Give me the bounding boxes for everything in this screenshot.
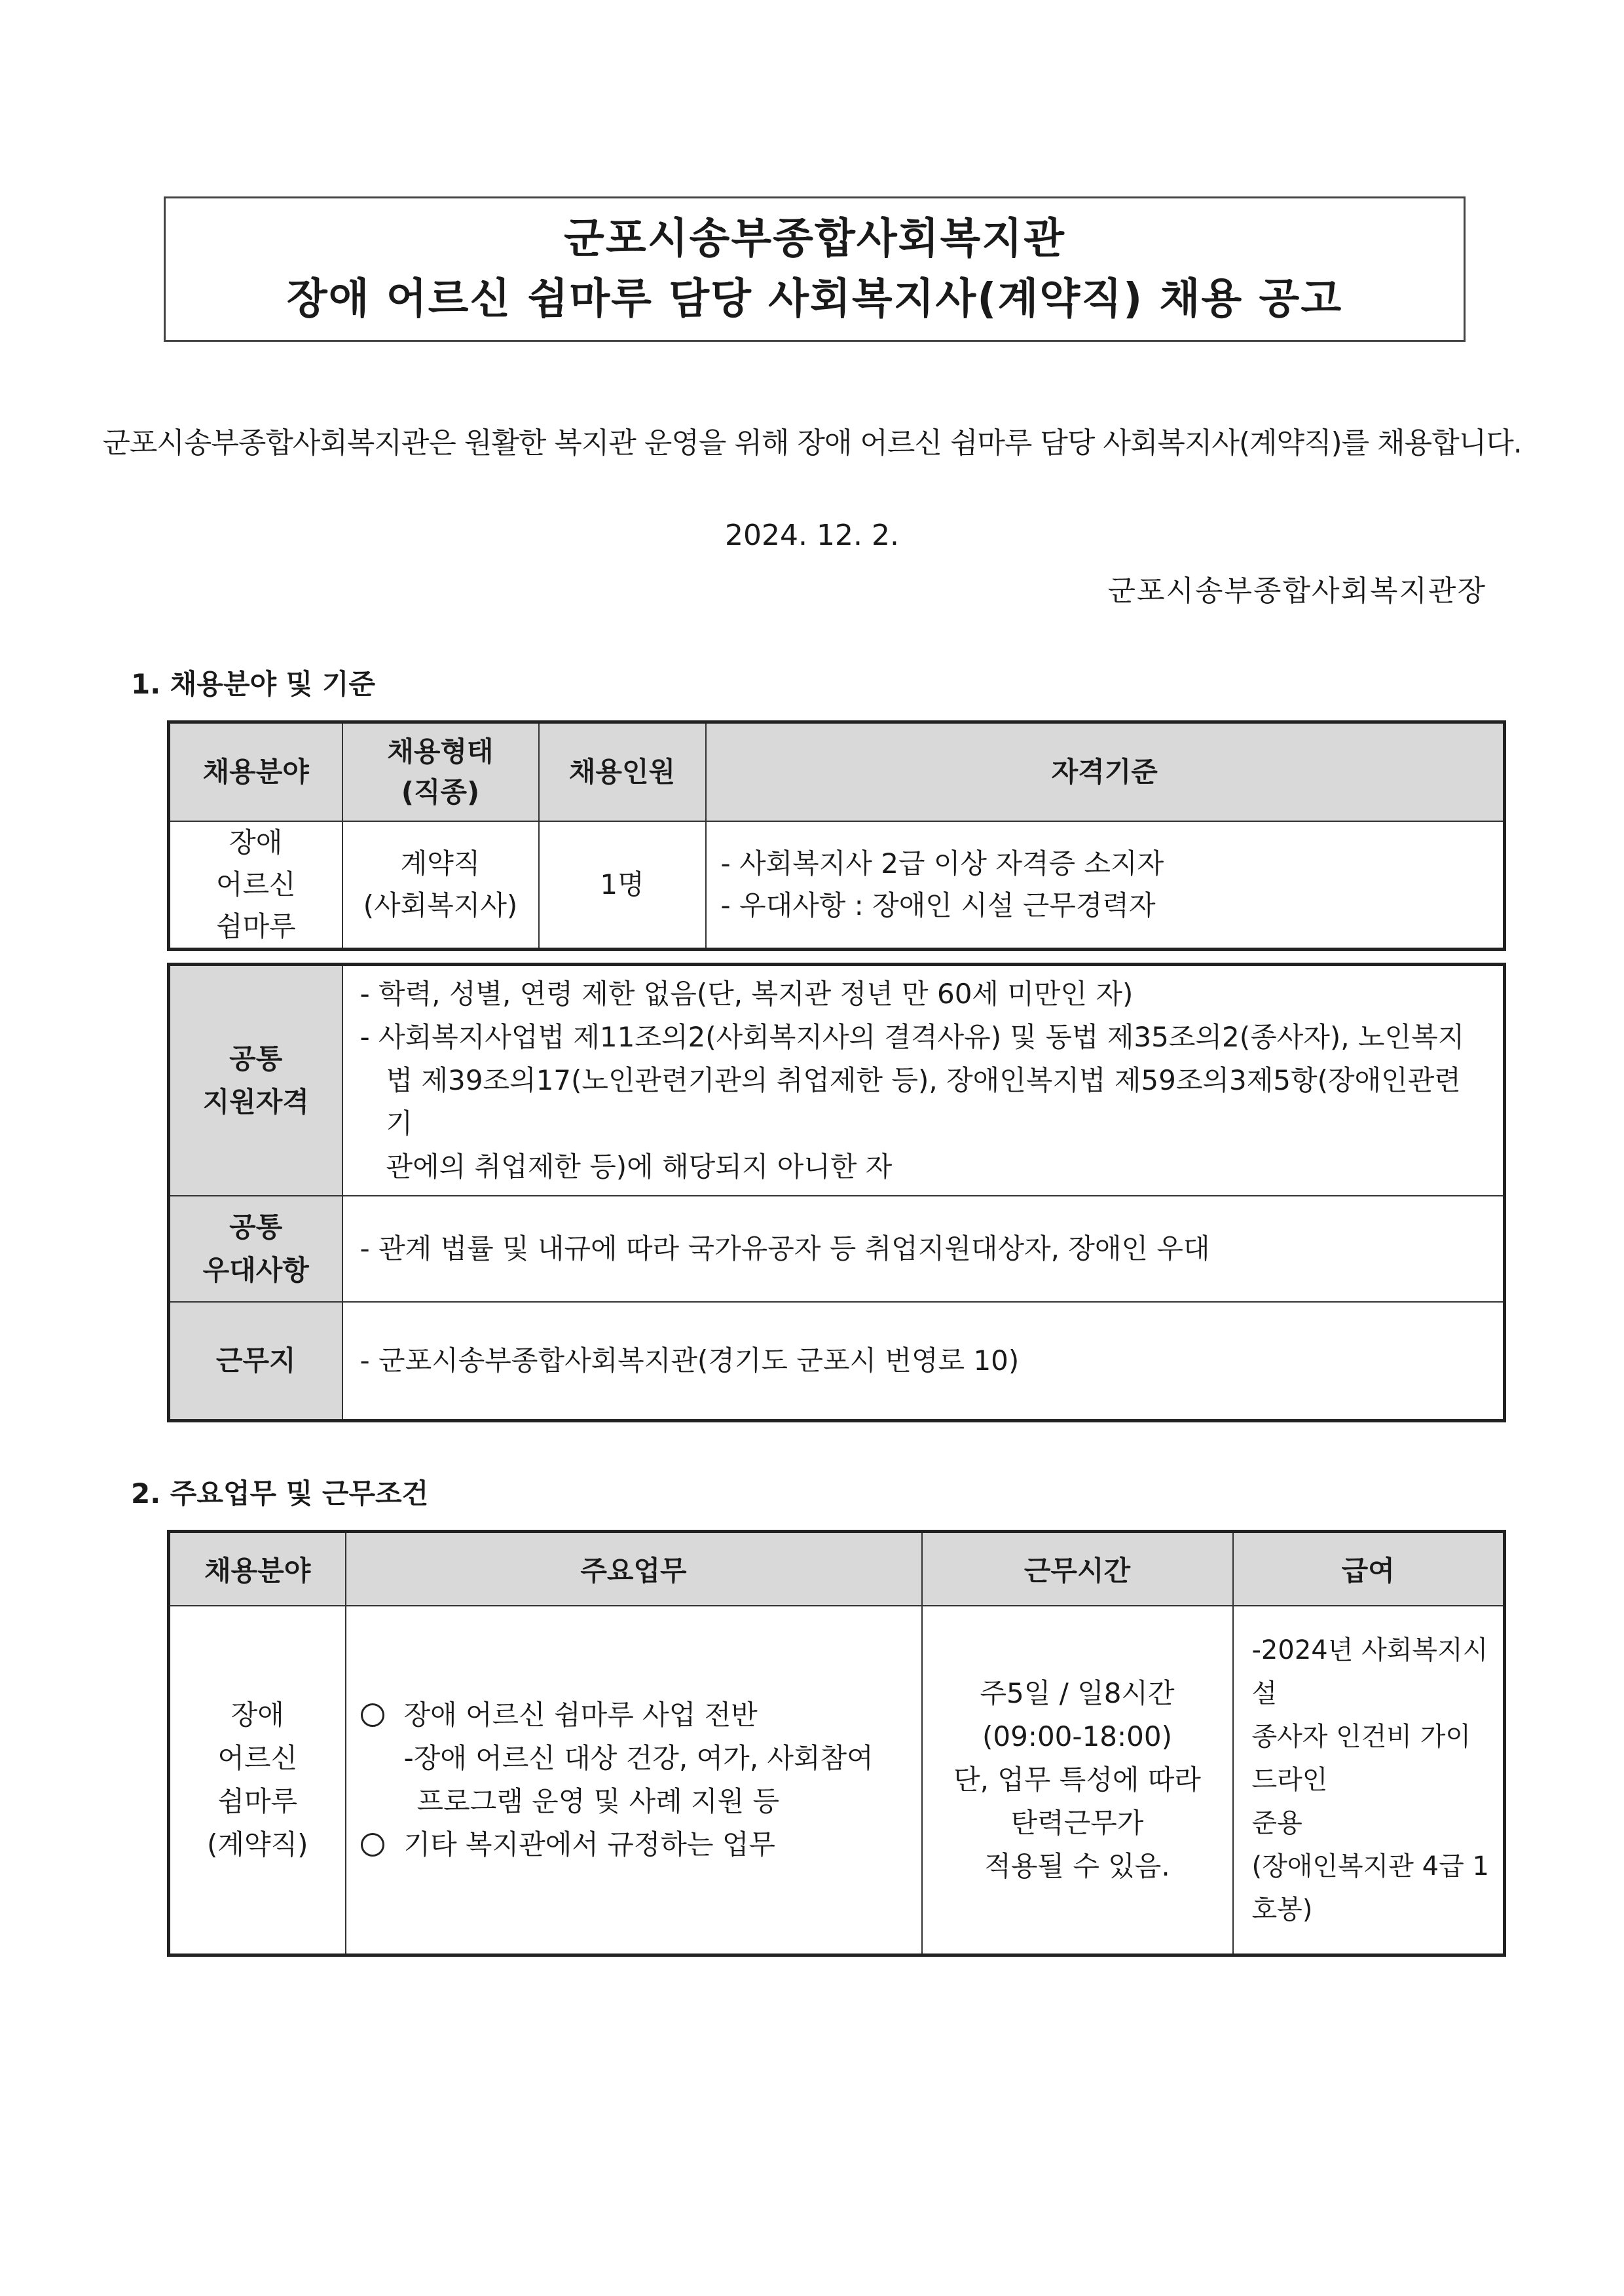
cell-salary [1233, 1606, 1505, 1955]
duty-text: 장애 어르신 쉼마루 사업 전반 [403, 1699, 758, 1731]
type-line2: (사회복지사) [363, 889, 518, 921]
header-field: 채용분야 [169, 1532, 346, 1606]
table-row [169, 821, 1505, 950]
eligibility-row [169, 965, 1505, 1196]
cell-field [169, 1606, 346, 1955]
duty-sub-item: -장애 어르신 대상 건강, 여가, 사회참여 [403, 1742, 874, 1774]
field-line: 어르신 [217, 1742, 298, 1774]
cell-field [169, 821, 342, 950]
cell-count: 1명 [539, 821, 706, 950]
header-salary: 급여 [1233, 1532, 1505, 1606]
field-line: 장애 [229, 826, 283, 859]
eligibility-label-line2: 지원자격 [202, 1086, 309, 1118]
cell-type [342, 821, 539, 950]
eligibility-content [342, 965, 1505, 1196]
field-line: 장애 [231, 1699, 284, 1731]
field-line: (계약직) [207, 1828, 308, 1861]
workplace-label: 근무지 [169, 1302, 342, 1421]
hours-line: 주5일 / 일8시간 [980, 1677, 1175, 1709]
preference-label-line2: 우대사항 [202, 1254, 309, 1286]
header-field: 채용분야 [169, 722, 342, 822]
section1-heading: 1. 채용분야 및 기준 [131, 668, 376, 700]
header-duties: 주요업무 [346, 1532, 922, 1606]
preference-label-line1: 공통 [229, 1211, 283, 1243]
workplace-content: - 군포시송부종합사회복지관(경기도 군포시 번영로 10) [342, 1302, 1505, 1421]
duties-table [167, 1530, 1506, 1957]
circle-bullet-icon [361, 1833, 384, 1857]
cell-hours [922, 1606, 1233, 1955]
circle-bullet-icon [361, 1703, 384, 1727]
type-line1: 계약직 [400, 847, 481, 880]
announcement-date: 2024. 12. 2. [725, 519, 899, 552]
eligibility-item-cont: 법 제39조의17(노인관련기관의 취업제한 등), 장애인복지법 제59조의3제5항(장애인관련기 [386, 1064, 1461, 1139]
hours-line: 탄력근무가 [1010, 1807, 1144, 1839]
field-line: 어르신 [215, 868, 296, 900]
hours-line: (09:00-18:00) [982, 1720, 1172, 1752]
table-row [169, 1606, 1505, 1955]
salary-line: 종사자 인건비 가이드라인 [1251, 1722, 1471, 1795]
cell-duties [346, 1606, 922, 1955]
duty-item [361, 1823, 921, 1866]
common-requirements-table [167, 963, 1506, 1422]
header-type [342, 722, 539, 822]
intro-text: 군포시송부종합사회복지관은 원활한 복지관 운영을 위해 장애 어르신 쉼마루 담당 사회복지사(계약직)를 채용합니다. [102, 426, 1522, 460]
header-hours: 근무시간 [922, 1532, 1233, 1606]
recruitment-table [167, 720, 1506, 951]
eligibility-item: - 학력, 성별, 연령 제한 없음(단, 복지관 정년 만 60세 미만인 자) [360, 978, 1134, 1010]
eligibility-label [169, 965, 342, 1196]
eligibility-label-line1: 공통 [229, 1043, 283, 1075]
recruitment-table-header [169, 722, 1505, 822]
field-line: 쉼마루 [217, 1785, 298, 1817]
preference-label [169, 1196, 342, 1302]
duty-text: 기타 복지관에서 규정하는 업무 [403, 1828, 775, 1861]
qualification-item: - 사회복지사 2급 이상 자격증 소지자 [720, 847, 1164, 880]
salary-line: (장애인복지관 4급 1호봉) [1251, 1851, 1489, 1925]
section2-heading: 2. 주요업무 및 근무조건 [131, 1477, 429, 1509]
preference-content: - 관계 법률 및 내규에 따라 국가유공자 등 취업지원대상자, 장애인 우대 [342, 1196, 1505, 1302]
eligibility-item-cont: 관에의 취업제한 등)에 해당되지 아니한 자 [386, 1151, 893, 1183]
title-line-1: 군포시송부종합사회복지관 [564, 215, 1065, 263]
workplace-row [169, 1302, 1505, 1421]
hours-line: 적용될 수 있음. [984, 1850, 1170, 1882]
header-type-line1: 채용형태 [387, 735, 494, 768]
salary-line: -2024년 사회복지시설 [1251, 1635, 1488, 1709]
hours-line: 단, 업무 특성에 따라 [953, 1764, 1201, 1796]
duties-table-header [169, 1532, 1505, 1606]
header-count: 채용인원 [539, 722, 706, 822]
signer: 군포시송부종합사회복지관장 [1107, 574, 1486, 608]
preference-row [169, 1196, 1505, 1302]
cell-qualification [706, 821, 1505, 950]
duty-sub-item-cont: 프로그램 운영 및 사례 지원 등 [416, 1785, 780, 1817]
eligibility-item: - 사회복지사업법 제11조의2(사회복지사의 결격사유) 및 동법 제35조의2(종사자), 노인복지 [360, 1021, 1465, 1053]
title-box [164, 196, 1466, 342]
field-line: 쉼마루 [215, 910, 296, 942]
header-type-line2: (직종) [401, 776, 480, 808]
header-qualification: 자격기준 [706, 722, 1505, 822]
duty-item [361, 1694, 921, 1737]
title-line-2: 장애 어르신 쉼마루 담당 사회복지사(계약직) 채용 공고 [286, 275, 1343, 324]
qualification-item: - 우대사항 : 장애인 시설 근무경력자 [720, 889, 1156, 921]
salary-line: 준용 [1251, 1808, 1302, 1838]
